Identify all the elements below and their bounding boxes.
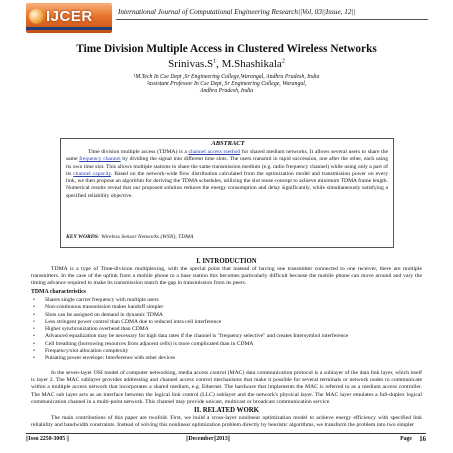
intro-paragraph: TDMA is a type of Time-division multiplexing, with the special point that instead of having one transmitter connected to one receiver, there are multiple transmitters. In the case of the uplink from a mobile phone to a base station this becomes particularly difficult because the mobile phone can move around and vary the timing advance required to make its transmission match the gap in transmission from its peers. — [31, 266, 422, 287]
mac-paragraph: In the seven-layer OSI model of computer networking, media access control (MAC) data communication protocol is a sublayer of the data link layer, which itself is layer 2. The MAC sublayer provides addressing and channel access control mechanisms that make it possible for several terminals or network nodes to communicate within a multiple access network that incorporates a shared medium, e.g. Ethernet. The hardware that implements the MAC is referred to as a medium access controller. The MAC sub layer acts as an interface between the logical link control (LLC) sublayer and the network's physical layer. The MAC layer emulates a full-duplex logical communication channel in a multi-point network. This channel may provide unicast, multicast or broadcast communication service. — [31, 370, 422, 405]
author-1-mark: 1 — [213, 58, 217, 65]
logo-text: IJCER — [46, 8, 93, 25]
abstract-text-part: by dividing the signal into different time slots. The users transmit in rapid succession, one after the other, each using its own time slot. This allows multiple stations to share the same transmission medium (e.g. radio frequency channel) while using only a part of its — [66, 156, 388, 177]
affiliation-1: ¹M.Tech In Cse Dept ,Sr Engineering College,Warangal, Andhra Pradesh, India — [133, 74, 320, 80]
journal-header — [26, 3, 428, 35]
related-work-paragraph: The main contributions of this paper are twofold. First, we build a cross-layer nonlinear optimization model to achieve energy efficiency with specified link reliability and bandwidth constraints. Instead of solving this nonlinear optimization problem directly by heuristic algorithms, we transform the problem into two simpler — [31, 415, 422, 429]
paper-title: Time Division Multiple Access in Clustered Wireless Networks — [76, 43, 377, 55]
affiliation-2: ²assistant Professor In Cse Dept, Sr Engineering College, Warangal, — [146, 81, 307, 87]
abstract-heading: ABSTRACT — [211, 140, 245, 147]
bullet-icon: • — [33, 318, 35, 325]
list-item-text: Shares single carrier frequency with multiple users — [45, 297, 159, 303]
abstract-text — [66, 149, 388, 200]
bullet-icon: • — [33, 355, 35, 361]
journal-logo — [26, 3, 112, 33]
tdma-characteristics-heading: TDMA characteristics — [31, 289, 86, 295]
author-line — [0, 58, 453, 70]
list-item — [31, 312, 422, 319]
abstract-box — [60, 138, 394, 248]
footer-page-number: 16 — [419, 436, 426, 443]
footer-page-label: Page — [400, 436, 412, 442]
bullet-icon: • — [33, 326, 35, 332]
list-item-text: Less stringent power control than CDMA due to reduced intra cell interference — [45, 318, 222, 325]
abstract-text-part: Time division multiple access (TDMA) is a — [88, 149, 189, 155]
bullet-icon: • — [33, 347, 35, 354]
affiliation-3: Andhra Pradesh, India — [199, 88, 254, 94]
footer-date: ||December||2013|| — [186, 436, 231, 442]
bullet-icon: • — [33, 304, 35, 311]
tdma-characteristics-list — [31, 297, 422, 362]
list-item-text: Higher synchronization overhead than CDMA — [45, 326, 149, 332]
list-item — [31, 333, 422, 340]
list-item — [31, 304, 422, 311]
abstract-text-part: for shared medium networks. It allows several users to share the same — [66, 149, 388, 163]
globe-icon — [29, 9, 44, 24]
list-item-text: Slots can be assigned on demand in dynamic TDMA — [45, 311, 163, 318]
section-heading-related-work: II. RELATED WORK — [194, 407, 259, 414]
link-channel-capacity[interactable]: channel capacity — [73, 170, 111, 177]
author-1: Srinivas.S — [168, 58, 214, 70]
list-item-text: Pulsating power envelope: Interference with other devices — [45, 355, 176, 361]
header-rule — [116, 19, 428, 20]
list-item-text: Frequency/slot allocation complexity — [45, 347, 129, 354]
footer-issn: ||Issn 2250-3005 || — [26, 436, 70, 442]
bullet-icon: • — [33, 340, 35, 347]
list-item-text: Cell breathing (borrowing resources from adjacent cells) is more complicated than in CDMA — [45, 340, 254, 347]
author-separator: , — [216, 58, 222, 70]
link-frequency-channel[interactable]: frequency channel — [79, 156, 121, 163]
link-channel-access-method[interactable]: channel access method — [188, 149, 241, 155]
keywords-list: : Wireless Sensor Networks (WSN), TDMA — [97, 234, 194, 240]
abstract-text-part: . Based on the network-wide flow distribution calculated from the optimization model and transmission power on every link, we then propose an algorithm for deriving the TDMA schedules, utilizing the slot reuse concept to achieve minimum TDMA frame length. Numerical results reveal that our proposed solution reduces the energy consumption and delay significantly, while simultaneously satisfying a specified reliability objective. — [66, 170, 389, 199]
list-item-text: Advanced equalization may be necessary for high data rates if the channel is "frequency selective" and creates Intersymbol interference — [45, 333, 349, 340]
author-2: M.Shashikala — [221, 58, 282, 70]
section-heading-introduction: I. INTRODUCTION — [196, 258, 257, 265]
author-2-mark: 2 — [281, 58, 285, 65]
list-item — [31, 348, 422, 355]
journal-name: International Journal of Computational Engineering Research||Vol, 03||Issue, 12|| — [118, 8, 356, 16]
list-item — [31, 355, 422, 362]
list-item-text: Non-continuous transmission makes handoff simpler — [45, 304, 164, 311]
logo-stripe — [26, 27, 112, 30]
list-item — [31, 341, 422, 348]
page-footer — [26, 433, 426, 448]
bullet-icon: • — [33, 311, 35, 318]
keywords-label: KEY WORDS — [66, 234, 98, 240]
bullet-icon: • — [33, 297, 35, 303]
bullet-icon: • — [33, 333, 35, 340]
keywords — [66, 234, 388, 240]
list-item — [31, 319, 422, 326]
